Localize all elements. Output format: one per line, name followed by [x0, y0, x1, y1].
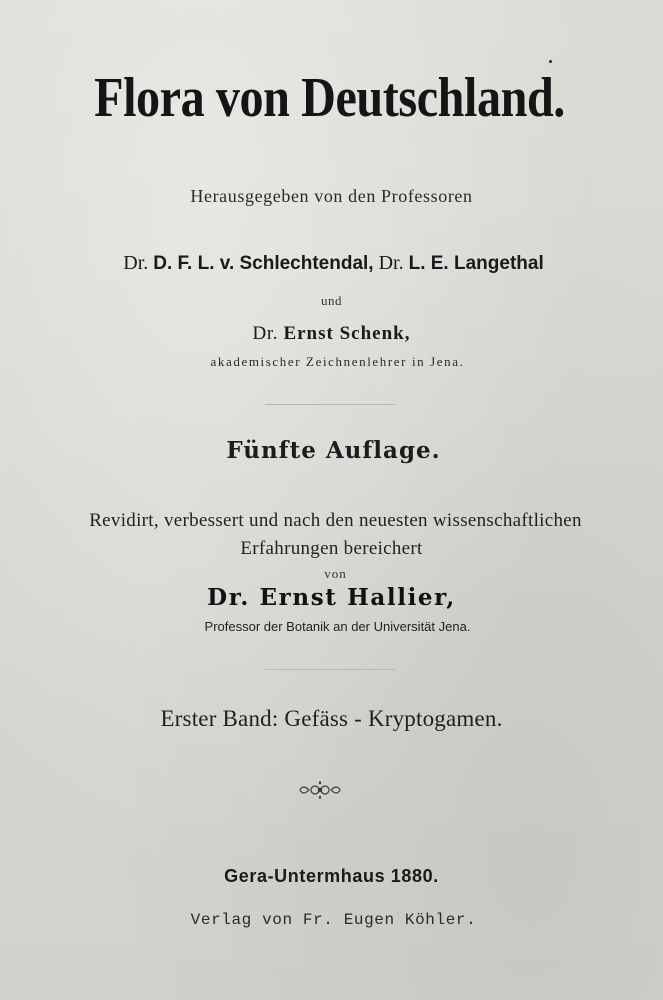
floral-ornament-icon: [0, 774, 663, 806]
editor1-title: Dr.: [123, 252, 149, 274]
divider-rule: [265, 404, 395, 405]
third-editor-name: Ernst Schenk,: [283, 323, 411, 344]
third-editor-role: akademischer Zeichnenlehrer in Jena.: [210, 354, 465, 369]
reviser-name: Dr. Ernst Hallier,: [207, 584, 456, 611]
ink-speck: [549, 60, 552, 63]
editors-intro: Herausgegeben von den Professoren: [190, 186, 473, 206]
revision-line-2: Erfahrungen bereichert: [240, 538, 423, 559]
edition: Fünfte Auflage.: [226, 437, 441, 464]
editors-line: [2, 252, 663, 275]
third-editor-title: Dr.: [252, 323, 279, 344]
editor1-name: D. F. L. v. Schlechtendal,: [153, 253, 374, 274]
by-word: von: [324, 566, 347, 581]
and-word: und: [321, 293, 342, 308]
divider-rule: [265, 669, 395, 670]
editor2-name: L. E. Langethal: [408, 253, 544, 274]
revision-line-1: Revidirt, verbessert und nach den neuesten wissenschaftlichen: [89, 510, 582, 531]
publisher-name: Verlag von Fr. Eugen Köhler.: [190, 911, 477, 929]
editor2-title: Dr.: [378, 252, 404, 274]
third-editor: [0, 323, 663, 345]
book-title: Flora von Deutschland.: [94, 67, 565, 129]
reviser-role: Professor der Botanik an der Universität Jena.: [204, 619, 471, 634]
volume-title: Erster Band: Gefäss - Kryptogamen.: [160, 706, 503, 731]
publisher-place-year: Gera-Untermhaus 1880.: [224, 866, 439, 886]
